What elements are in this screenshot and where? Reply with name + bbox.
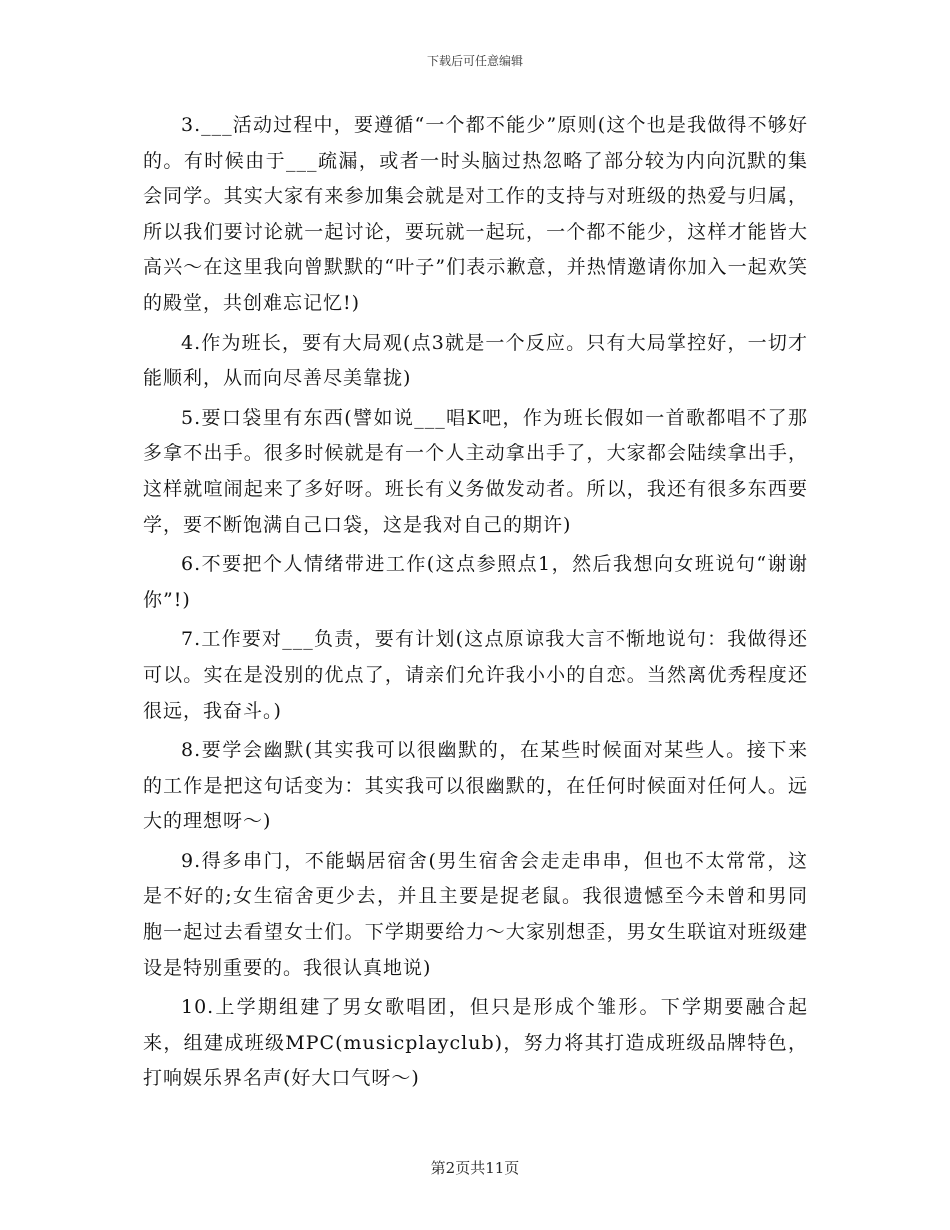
paragraph-item-5: 5.要口袋里有东西(譬如说___唱K吧，作为班长假如一首歌都唱不了那多拿不出手。很多时候就是有一个人主动拿出手了，大家都会陆续拿出手，这样就喧闹起来了多好呀。班长有义务做发动者。所以，我还有很多东西要学，要不断饱满自己口袋，这是我对自己的期许) [143, 406, 808, 536]
paragraph-item-8: 8.要学会幽默(其实我可以很幽默的，在某些时候面对某些人。接下来的工作是把这句话变为：其实我可以很幽默的，在任何时候面对任何人。远大的理想呀～) [143, 739, 808, 833]
paragraph-item-7: 7.工作要对___负责，要有计划(这点原谅我大言不惭地说句：我做得还可以。实在是没别的优点了，请亲们允许我小小的自恋。当然离优秀程度还很远，我奋斗。) [143, 628, 808, 722]
paragraph-item-6: 6.不要把个人情绪带进工作(这点参照点1，然后我想向女班说句“谢谢你”!) [143, 553, 808, 611]
document-body [143, 108, 808, 1101]
paragraph-item-4: 4.作为班长，要有大局观(点3就是一个反应。只有大局掌控好，一切才能顺利，从而向尽善尽美靠拢) [143, 331, 808, 390]
page-footer: 第2页共11页 [430, 1159, 520, 1177]
paragraph-item-9: 9.得多串门，不能蜗居宿舍(男生宿舍会走走串串，但也不太常常，这是不好的;女生宿舍更少去，并且主要是捉老鼠。我很遗憾至今未曾和男同胞一起过去看望女士们。下学期要给力～大家别想歪，男女生联谊对班级建设是特别重要的。我很认真地说) [143, 849, 808, 979]
paragraph-item-10: 10.上学期组建了男女歌唱团，但只是形成个雏形。下学期要融合起来，组建成班级MPC(musicplayclub)，努力将其打造成班级品牌特色，打响娱乐界名声(好大口气呀～) [143, 996, 808, 1090]
page-header: 下载后可任意编辑 [426, 54, 523, 68]
paragraph-item-3: 3.___活动过程中，要遵循“一个都不能少”原则(这个也是我做得不够好的。有时候由于___疏漏，或者一时头脑过热忽略了部分较为内向沉默的集会同学。其实大家有来参加集会就是对工作的支持与对班级的热爱与归属，所以我们要讨论就一起讨论，要玩就一起玩，一个都不能少，这样才能皆大高兴～在这里我向曾默默的“叶子”们表示歉意，并热情邀请你加入一起欢笑的殿堂，共创难忘记忆!) [143, 114, 808, 314]
